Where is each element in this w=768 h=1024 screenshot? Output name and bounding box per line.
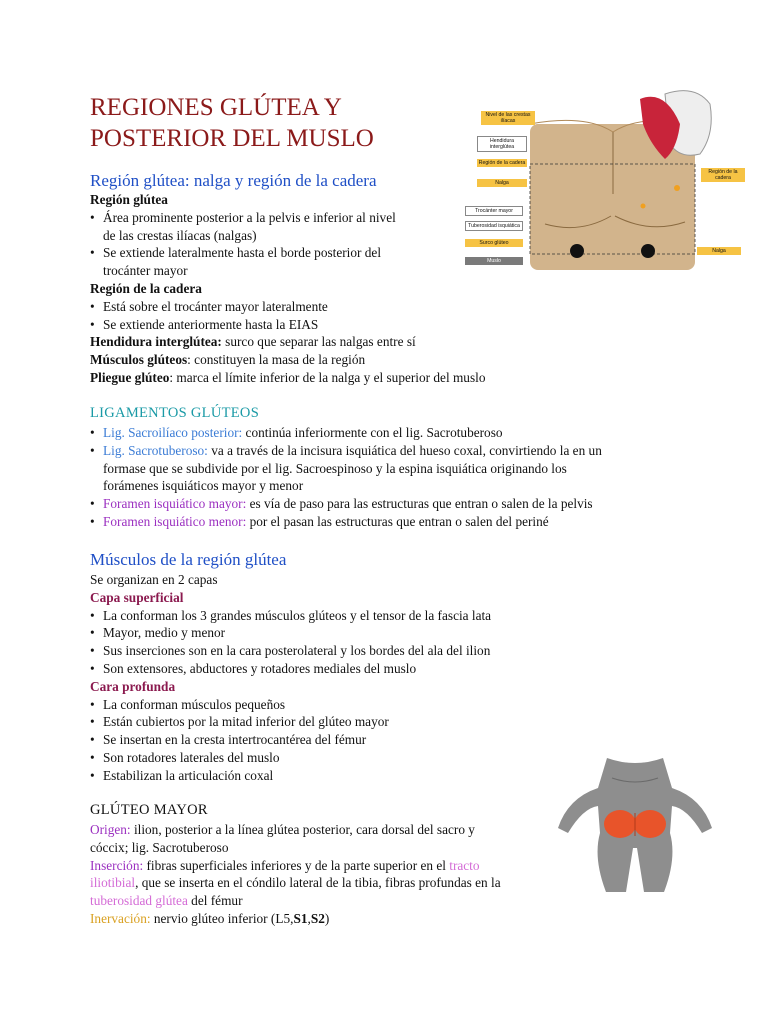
list-item [90, 513, 690, 531]
origin-line [90, 821, 560, 839]
ligaments-heading: LIGAMENTOS GLÚTEOS [90, 405, 260, 421]
subheading-hip-region: Región de la cadera [90, 280, 202, 296]
innervation-label: Inervación: [90, 910, 151, 926]
foramen-text: por el pasan las estructuras que entran o salen del periné [246, 513, 549, 529]
definition-term: Hendidura interglútea: [90, 334, 222, 350]
gluteus-maximus-figure [552, 758, 718, 892]
definition-text: : marca el límite inferior de la nalga y el superior del muslo [169, 369, 486, 385]
list-item-continuation: trocánter mayor [103, 263, 188, 279]
insertion-text: fibras superficiales inferiores y de la parte superior en el [143, 857, 450, 873]
list-item: • Se extiende anteriormente hasta la EIAS [90, 316, 470, 334]
foramen-text: es vía de paso para las estructuras que entran o salen de la pelvis [246, 496, 593, 512]
list-item: • Son extensores, abductores y rotadores mediales del muslo [90, 660, 570, 678]
list-item: • Mayor, medio y menor [90, 624, 570, 642]
list-item: • Estabilizan la articulación coxal [90, 767, 570, 785]
list-item: • Se extiende lateralmente hasta el borde posterior del [90, 244, 470, 262]
superficial-layer-heading: Capa superficial [90, 589, 184, 605]
label-buttock-left: Nalga [477, 179, 527, 187]
ligament-text: va a través de la incisura isquiática del hueso coxal, convirtiendo la en un [207, 442, 602, 458]
list-item: • Están cubiertos por la mitad inferior del glúteo mayor [90, 713, 570, 731]
ligament-name: Lig. Sacrotuberoso: [103, 442, 208, 458]
gluteus-maximus-body [90, 821, 560, 928]
gluteal-regions-figure [465, 84, 745, 272]
insertion-continuation [90, 874, 560, 892]
origin-text: ilion, posterior a la línea glútea posterior, cara dorsal del sacro y [130, 822, 475, 837]
root-s2: S2 [310, 910, 325, 926]
separator: , [307, 910, 311, 926]
label-hip-region-right: Región de la cadera [701, 168, 745, 182]
label-crests: Nivel de las crestas ilíacas [481, 111, 535, 125]
definition-text: surco que separar las nalgas entre sí [221, 334, 416, 350]
list-item: • Son rotadores laterales del muslo [90, 749, 570, 767]
insertion-term: tuberosidad glútea [90, 893, 188, 909]
definition-text: : constituyen la masa de la región [187, 352, 366, 368]
definition-term: Músculos glúteos [90, 352, 188, 368]
insertion-continuation [90, 892, 560, 910]
section-gluteal-body [90, 191, 486, 387]
list-item [90, 442, 690, 460]
subheading-gluteal-region: Región glútea [90, 192, 168, 207]
label-cleft: Hendidura interglútea [477, 136, 527, 152]
innervation-line [90, 910, 560, 928]
foramen-name: Foramen isquiático menor: [103, 513, 247, 529]
list-item-continuation: de las crestas ilíacas (nalgas) [103, 227, 257, 243]
label-hip-region-left: Región de la cadera [478, 160, 526, 166]
muscles-heading: Músculos de la región glútea [90, 550, 287, 569]
ligaments-list [90, 424, 690, 531]
closing-paren: ) [324, 910, 330, 926]
deep-layer-heading: Cara profunda [90, 678, 176, 694]
list-item-continuation: forámenes isquiáticos mayor y menor [103, 478, 304, 494]
definition-term: Pliegue glúteo [90, 369, 170, 385]
list-item: • Área prominente posterior a la pelvis e inferior al nivel [90, 209, 470, 227]
insertion-line [90, 857, 560, 875]
origin-label: Origen: [90, 822, 131, 837]
list-item: • Se insertan en la cresta intertrocantérea del fémur [90, 731, 570, 749]
label-buttock-right: Nalga [697, 247, 741, 255]
label-tuberosity: Tuberosidad isquiática [465, 221, 523, 231]
muscles-intro: Se organizan en 2 capas [90, 572, 218, 587]
foramen-name: Foramen isquiático mayor: [103, 496, 247, 512]
origin-continuation: cóccix; lig. Sacrotuberoso [90, 839, 229, 855]
definition-gluteal-muscles [90, 351, 470, 369]
list-item: • La conforman los 3 grandes músculos glúteos y el tensor de la fascia lata [90, 607, 570, 625]
section-gluteal-heading: Región glútea: nalga y región de la cadera [90, 171, 377, 190]
insertion-term: tracto [449, 857, 480, 873]
label-trochanter: Trocánter mayor [465, 206, 523, 216]
gluteus-maximus-heading: GLÚTEO MAYOR [90, 802, 208, 818]
definition-gluteal-fold [90, 369, 486, 387]
muscles-body [90, 571, 570, 785]
definition-cleft [90, 333, 470, 351]
insertion-term: iliotibial [90, 875, 136, 891]
list-item [90, 495, 690, 513]
list-item-continuation: formase que se subdivide por el lig. Sacroespinoso y la espina isquiática originando los [103, 460, 567, 476]
list-item: • La conforman músculos pequeños [90, 696, 570, 714]
insertion-text: del fémur [187, 893, 243, 909]
gluteus-maximus-illustration [552, 758, 718, 892]
innervation-text: nervio glúteo inferior (L5, [150, 910, 294, 926]
label-fold: Surco glúteo [465, 239, 523, 247]
list-item: • Está sobre el trocánter mayor lateralmente [90, 298, 470, 316]
root-s1: S1 [293, 910, 308, 926]
ligament-name: Lig. Sacroilíaco posterior: [103, 425, 243, 440]
list-item [90, 424, 690, 442]
insertion-label: Inserción: [90, 857, 144, 873]
insertion-text: , que se inserta en el cóndilo lateral de la tibia, fibras profundas en la [135, 875, 501, 891]
ligament-text: continúa inferiormente con el lig. Sacrotuberoso [242, 425, 503, 440]
page-title: REGIONES GLÚTEA Y POSTERIOR DEL MUSLO [90, 94, 374, 152]
label-thigh: Muslo [465, 257, 523, 265]
list-item: • Sus inserciones son en la cara posterolateral y los bordes del ala del ilion [90, 642, 570, 660]
